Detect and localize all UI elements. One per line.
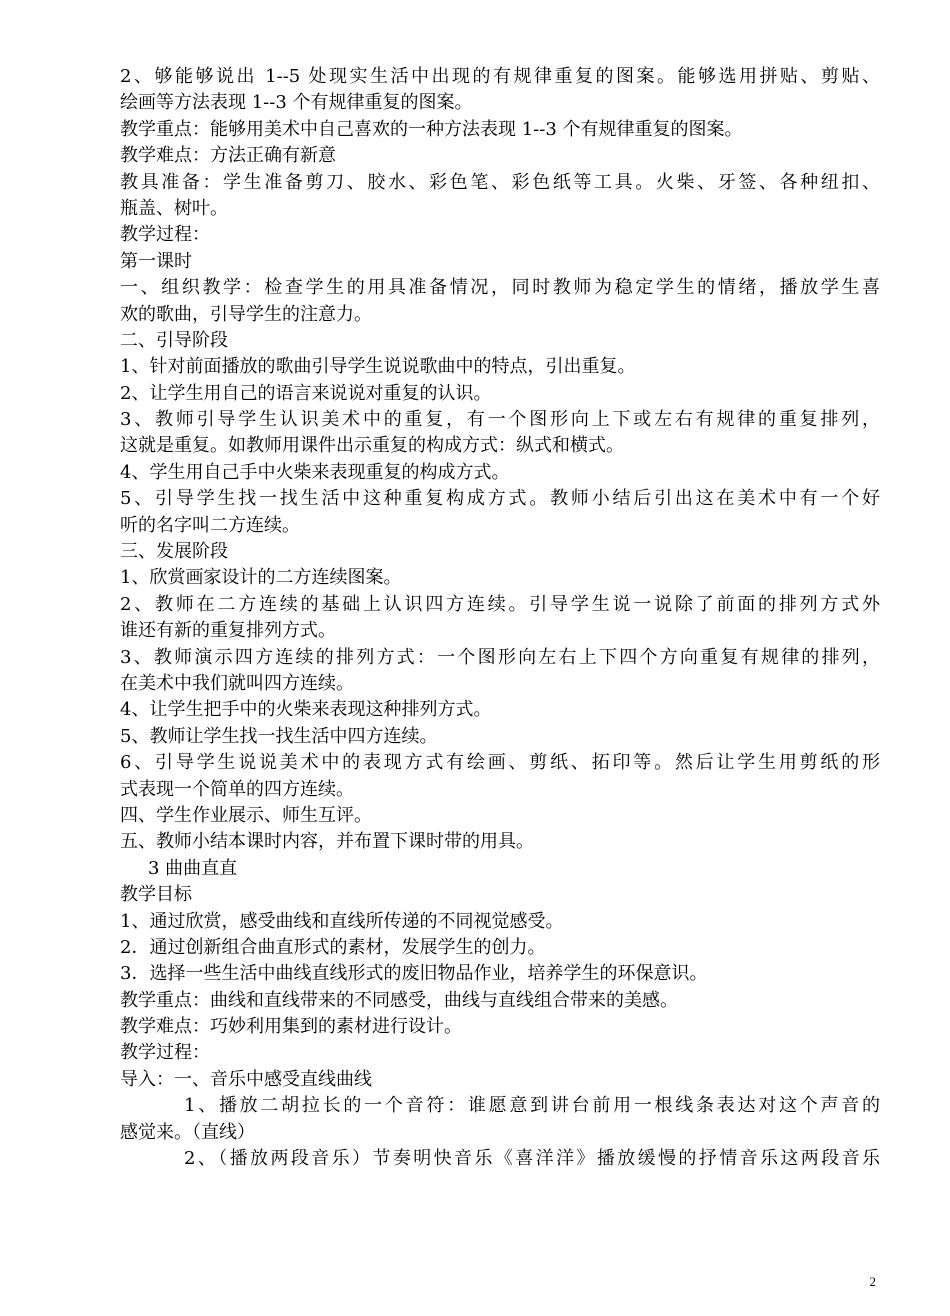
- text-line: 四、学生作业展示、师生互评。: [120, 804, 372, 826]
- text-line: 教学重点：曲线和直线带来的不同感受，曲线与直线组合带来的美感。: [120, 989, 678, 1011]
- text-line: 5、引导学生找一找生活中这种重复构成方式。教师小结后引出这在美术中有一个好: [120, 488, 880, 510]
- text-line: 教学难点：巧妙利用集到的素材进行设计。: [120, 1016, 462, 1038]
- text-line: 式表现一个简单的四方连续。: [120, 778, 354, 800]
- text-line: 4、让学生把手中的火柴来表现这种排列方式。: [120, 699, 492, 721]
- text-line: 3．选择一些生活中曲线直线形式的废旧物品作业，培养学生的环保意识。: [120, 963, 708, 985]
- text-line: 欢的歌曲，引导学生的注意力。: [120, 303, 372, 325]
- text-line: 1、播放二胡拉长的一个音符：谁愿意到讲台前用一根线条表达对这个声音的: [184, 1095, 880, 1117]
- text-line: 3、教师演示四方连续的排列方式：一个图形向左右上下四个方向重复有规律的排列，: [120, 646, 880, 668]
- text-line: 3 曲曲直直: [148, 857, 238, 879]
- text-line: 五、教师小结本课时内容，并布置下课时带的用具。: [120, 831, 534, 853]
- text-line: 1、欣赏画家设计的二方连续图案。: [120, 567, 402, 589]
- text-line: 教学过程：: [120, 1042, 210, 1064]
- text-line: 感觉来。（直线）: [120, 1121, 255, 1143]
- text-line: 二、引导阶段: [120, 329, 228, 351]
- text-line: 2．通过创新组合曲直形式的素材，发展学生的创力。: [120, 936, 546, 958]
- text-line: 1、针对前面播放的歌曲引导学生说说歌曲中的特点，引出重复。: [120, 356, 636, 378]
- text-line: 教学重点：能够用美术中自己喜欢的一种方法表现 1--3 个有规律重复的图案。: [120, 118, 743, 140]
- text-line: 这就是重复。如教师用课件出示重复的构成方式：纵式和横式。: [120, 435, 624, 457]
- text-line: 教学过程：: [120, 224, 210, 246]
- text-line: 2、教师在二方连续的基础上认识四方连续。引导学生说一说除了前面的排列方式外: [120, 593, 880, 615]
- text-line: 瓶盖、树叶。: [120, 197, 228, 219]
- text-line: 一、组织教学：检查学生的用具准备情况，同时教师为稳定学生的情绪，播放学生喜: [120, 277, 880, 299]
- text-line: 绘画等方法表现 1--3 个有规律重复的图案。: [120, 92, 473, 114]
- document-body: [120, 64, 880, 1172]
- text-line: 5、教师让学生找一找生活中四方连续。: [120, 725, 438, 747]
- text-line: 教具准备：学生准备剪刀、胶水、彩色笔、彩色纸等工具。火柴、牙签、各种纽扣、: [120, 171, 880, 193]
- text-line: 6、引导学生说说美术中的表现方式有绘画、剪纸、拓印等。然后让学生用剪纸的形: [120, 752, 880, 774]
- text-line: 第一课时: [120, 250, 192, 272]
- text-line: 2、（播放两段音乐）节奏明快音乐《喜洋洋》播放缓慢的抒情音乐这两段音乐: [184, 1148, 880, 1170]
- text-line: 4、学生用自己手中火柴来表现重复的构成方式。: [120, 461, 510, 483]
- text-line: 1、通过欣赏，感受曲线和直线所传递的不同视觉感受。: [120, 910, 564, 932]
- text-line: 3、教师引导学生认识美术中的重复，有一个图形向上下或左右有规律的重复排列，: [120, 409, 880, 431]
- text-line: 谁还有新的重复排列方式。: [120, 620, 336, 642]
- text-line: 教学目标: [120, 884, 192, 906]
- text-line: 教学难点：方法正确有新意: [120, 145, 336, 167]
- page-number: 2: [869, 1274, 876, 1289]
- text-line: 在美术中我们就叫四方连续。: [120, 672, 354, 694]
- text-line: 2、够能够说出 1--5 处现实生活中出现的有规律重复的图案。能够选用拼贴、剪贴、: [120, 66, 880, 87]
- text-line: 2、让学生用自己的语言来说说对重复的认识。: [120, 382, 492, 404]
- text-line: 三、发展阶段: [120, 541, 228, 563]
- text-line: 导入：一、音乐中感受直线曲线: [120, 1068, 372, 1090]
- text-line: 听的名字叫二方连续。: [120, 514, 300, 536]
